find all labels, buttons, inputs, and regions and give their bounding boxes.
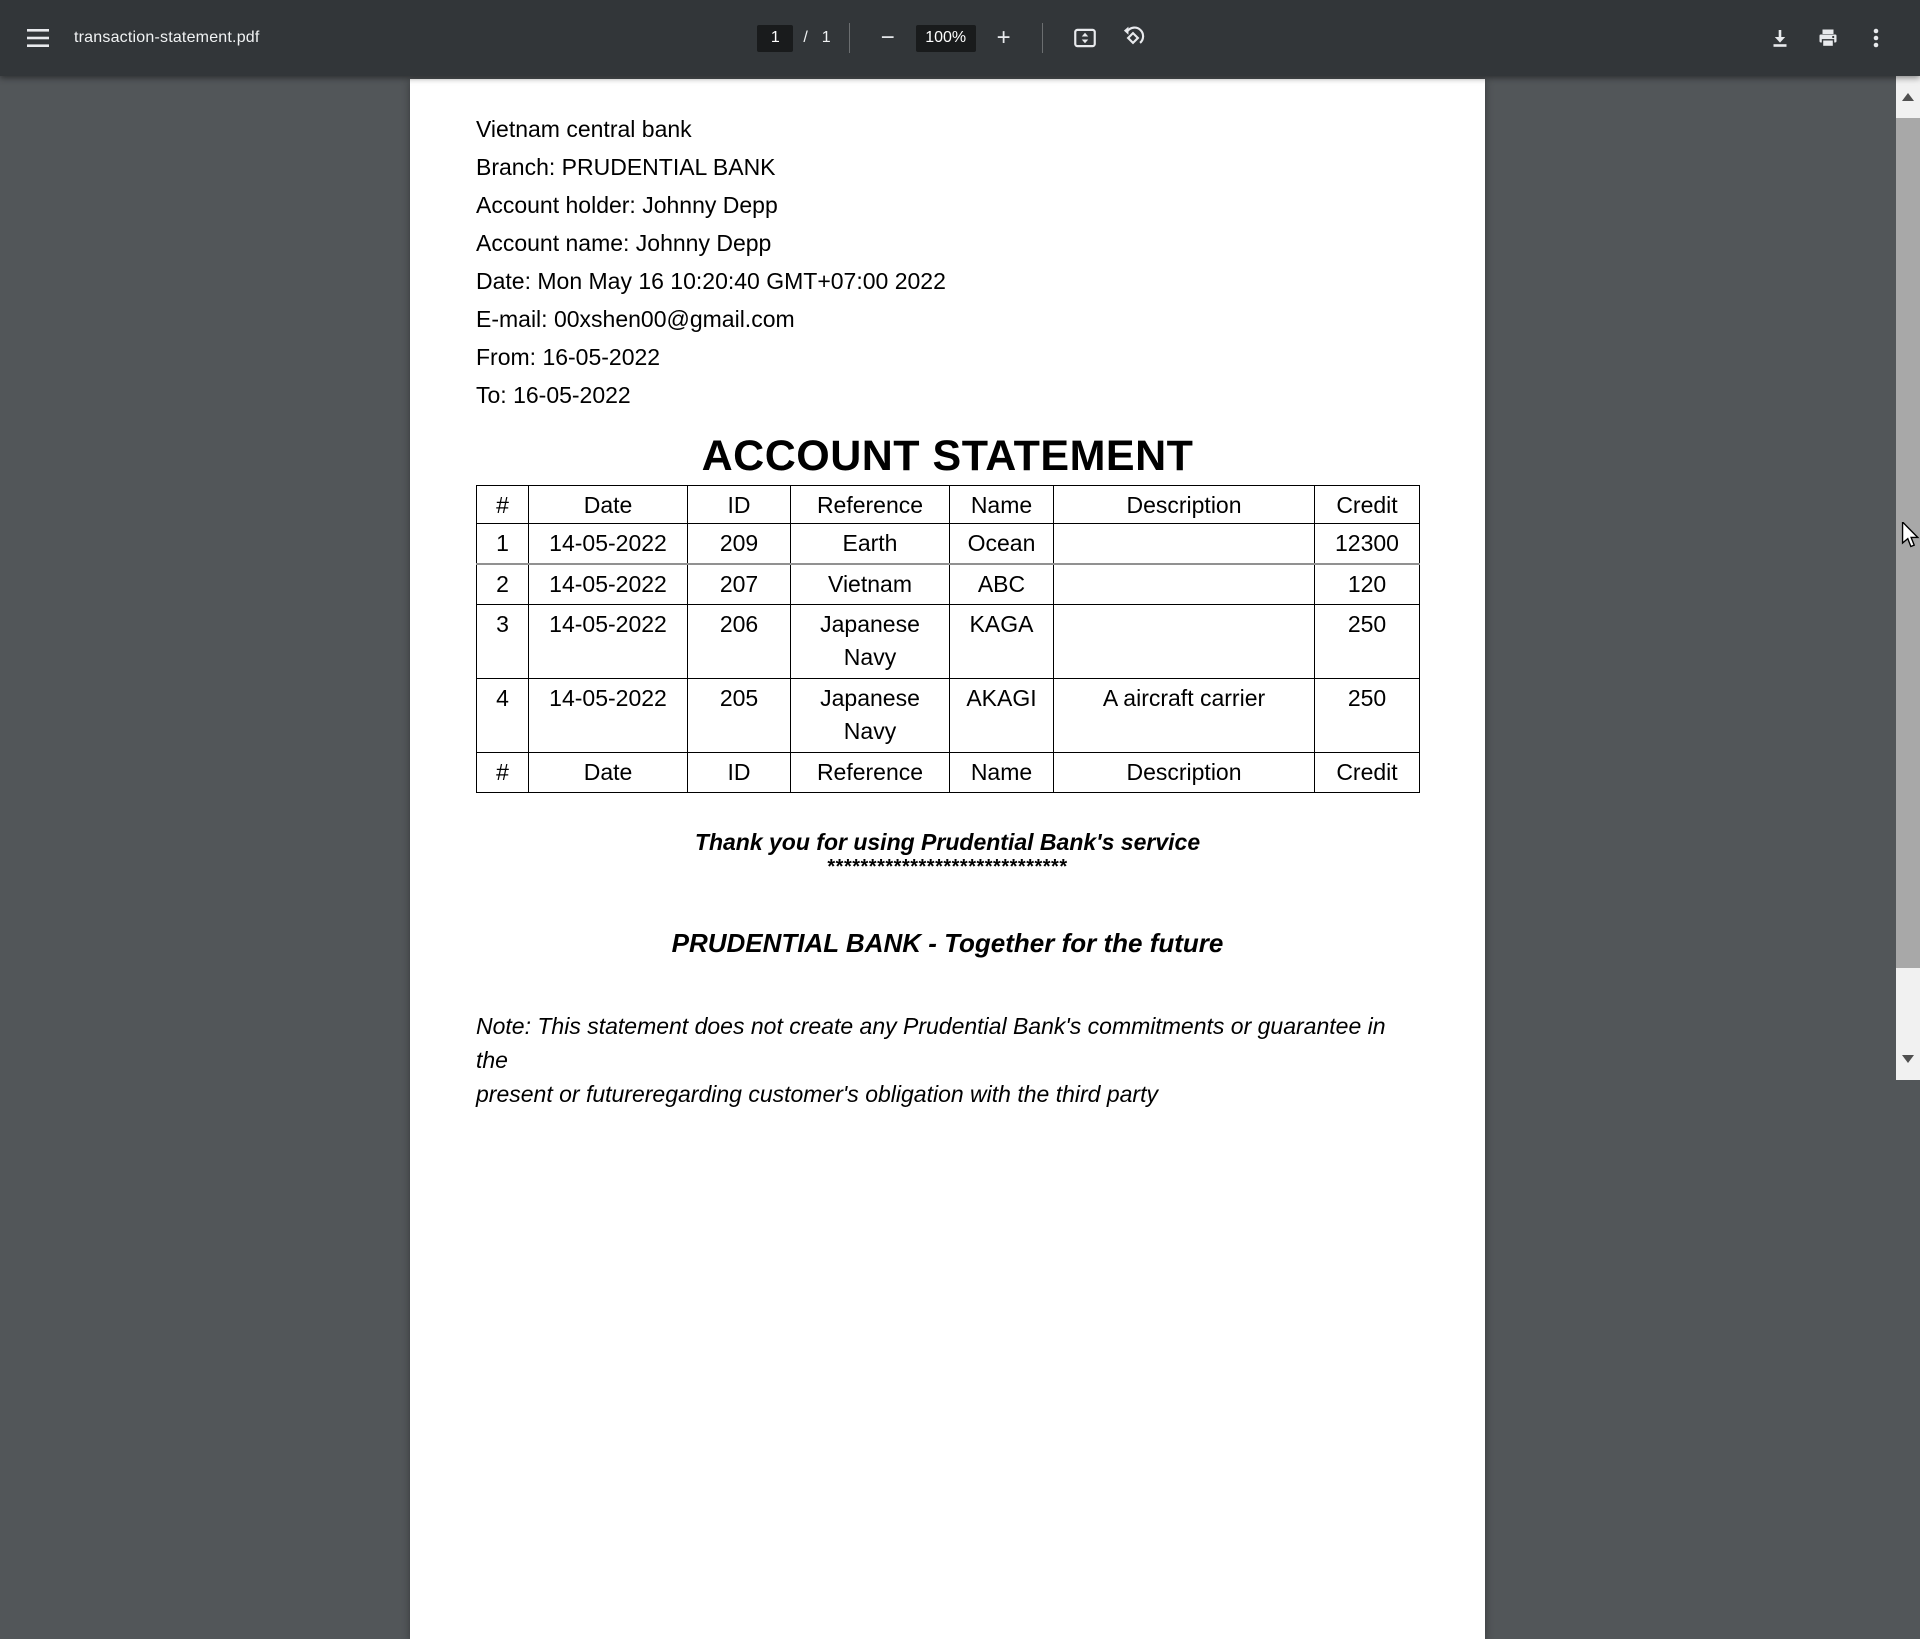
- note-line: Note: This statement does not create any Prudential Bank's commitments or guarantee in the: [476, 1013, 1386, 1073]
- table-cell: Japanese Navy: [791, 605, 950, 679]
- print-button[interactable]: [1804, 14, 1852, 62]
- toolbar-divider: [1042, 23, 1043, 53]
- table-header-row: [477, 486, 1420, 524]
- statement-header-line: From: 16-05-2022: [476, 344, 661, 370]
- statement-header-line: Date: Mon May 16 10:20:40 GMT+07:00 2022: [476, 268, 946, 294]
- table-row: [477, 524, 1420, 564]
- table-cell: 205: [688, 679, 791, 753]
- toolbar-divider: [849, 23, 850, 53]
- statement-header-line: Account name: Johnny Depp: [476, 230, 772, 256]
- table-header-cell: Reference: [791, 486, 950, 524]
- statement-header-line: E-mail: 00xshen00@gmail.com: [476, 306, 795, 332]
- statement-note: [476, 1009, 1419, 1111]
- download-button[interactable]: [1756, 14, 1804, 62]
- rotate-button[interactable]: [1109, 14, 1157, 62]
- hamburger-icon: [27, 29, 49, 47]
- table-cell: ABC: [950, 564, 1054, 605]
- pdf-toolbar: [0, 0, 1920, 76]
- table-cell: 250: [1315, 679, 1420, 753]
- table-footer-cell: Reference: [791, 753, 950, 793]
- statement-header-line: Vietnam central bank: [476, 116, 692, 142]
- table-cell: 209: [688, 524, 791, 564]
- pdf-page: [410, 79, 1485, 1639]
- print-icon: [1816, 26, 1840, 50]
- table-cell: 4: [477, 679, 529, 753]
- statement-header-line: Branch: PRUDENTIAL BANK: [476, 154, 776, 180]
- table-cell: AKAGI: [950, 679, 1054, 753]
- table-row: [477, 679, 1420, 753]
- statement-header-line: Account holder: Johnny Depp: [476, 192, 778, 218]
- scrollbar-track[interactable]: [1896, 76, 1920, 1080]
- table-footer-cell: Date: [529, 753, 688, 793]
- download-icon: [1768, 26, 1792, 50]
- table-header-cell: ID: [688, 486, 791, 524]
- table-row: [477, 605, 1420, 679]
- table-footer-cell: Credit: [1315, 753, 1420, 793]
- page-number-input[interactable]: [757, 25, 793, 52]
- page-title: ACCOUNT STATEMENT: [701, 432, 1194, 480]
- page-total: 1: [821, 29, 831, 46]
- note-line: present or futureregarding customer's obligation with the third party: [476, 1081, 1158, 1107]
- more-actions-button[interactable]: [1852, 14, 1900, 62]
- vertical-dots-icon: [1864, 26, 1888, 50]
- table-cell: KAGA: [950, 605, 1054, 679]
- fit-page-icon: [1072, 25, 1098, 51]
- statement-header-line: To: 16-05-2022: [476, 382, 631, 408]
- document-title: transaction-statement.pdf: [74, 29, 260, 46]
- zoom-in-button[interactable]: +: [996, 24, 1011, 51]
- stars-divider: *****************************: [827, 856, 1068, 878]
- table-cell: Japanese Navy: [791, 679, 950, 753]
- table-footer-cell: Name: [950, 753, 1054, 793]
- mouse-cursor: [1898, 522, 1920, 553]
- zoom-out-button[interactable]: −: [880, 24, 895, 51]
- table-cell: A aircraft carrier: [1054, 679, 1315, 753]
- table-cell: 3: [477, 605, 529, 679]
- table-header-cell: Credit: [1315, 486, 1420, 524]
- thank-you-text: Thank you for using Prudential Bank's service: [694, 829, 1201, 855]
- table-row: [477, 564, 1420, 605]
- table-footer-cell: ID: [688, 753, 791, 793]
- zoom-level: 100%: [916, 25, 976, 52]
- table-footer-cell: Description: [1054, 753, 1315, 793]
- table-cell: [1054, 605, 1315, 679]
- triangle-up-icon: [1902, 88, 1914, 106]
- menu-button[interactable]: [14, 14, 62, 62]
- table-cell: 14-05-2022: [529, 564, 688, 605]
- table-cell: 14-05-2022: [529, 605, 688, 679]
- table-cell: 120: [1315, 564, 1420, 605]
- statement-table: [476, 485, 1420, 793]
- table-cell: 14-05-2022: [529, 524, 688, 564]
- table-cell: 2: [477, 564, 529, 605]
- table-cell: 14-05-2022: [529, 679, 688, 753]
- table-cell: Earth: [791, 524, 950, 564]
- page-separator: /: [803, 29, 808, 46]
- scrollbar-up-button[interactable]: [1896, 76, 1920, 118]
- table-header-cell: #: [477, 486, 529, 524]
- table-cell: [1054, 564, 1315, 605]
- triangle-down-icon: [1902, 1050, 1914, 1068]
- table-cell: [1054, 524, 1315, 564]
- table-cell: Vietnam: [791, 564, 950, 605]
- table-cell: 250: [1315, 605, 1420, 679]
- table-footer-row: [477, 753, 1420, 793]
- table-cell: 1: [477, 524, 529, 564]
- table-cell: 206: [688, 605, 791, 679]
- table-cell: Ocean: [950, 524, 1054, 564]
- bank-slogan: PRUDENTIAL BANK - Together for the future: [671, 928, 1224, 958]
- table-header-cell: Date: [529, 486, 688, 524]
- pdf-viewer-area: [0, 76, 1920, 1107]
- page-count: [803, 29, 830, 47]
- table-header-cell: Name: [950, 486, 1054, 524]
- table-header-cell: Description: [1054, 486, 1315, 524]
- scrollbar-down-button[interactable]: [1896, 1038, 1920, 1080]
- fit-page-button[interactable]: [1061, 14, 1109, 62]
- table-footer-cell: #: [477, 753, 529, 793]
- table-cell: 12300: [1315, 524, 1420, 564]
- rotate-counterclockwise-icon: [1120, 25, 1146, 51]
- table-cell: 207: [688, 564, 791, 605]
